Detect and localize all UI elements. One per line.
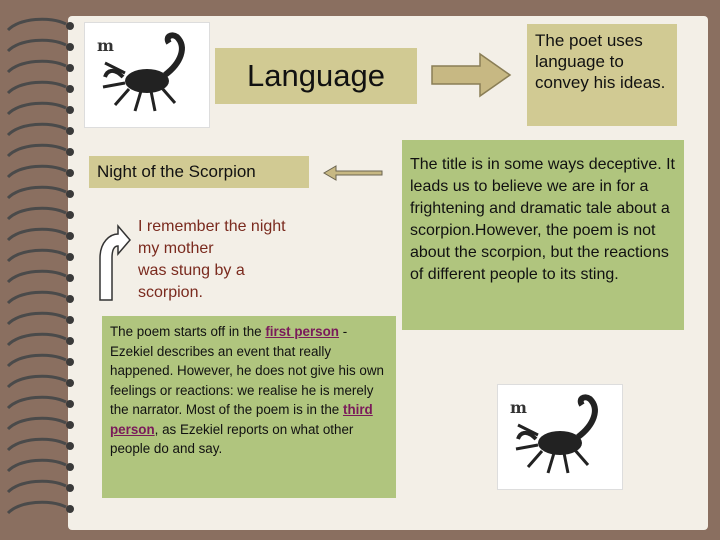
ring-hole — [66, 253, 74, 261]
ring-hole — [66, 43, 74, 51]
poem-title: Night of the Scorpion — [89, 156, 309, 188]
ring-hole — [66, 421, 74, 429]
analysis-text — [102, 316, 396, 498]
curved-up-arrow-icon — [96, 222, 132, 302]
ring-hole — [66, 85, 74, 93]
zodiac-glyph: m — [510, 398, 527, 417]
ring — [8, 313, 66, 324]
poem-line: was stung by a — [138, 262, 245, 279]
ring — [8, 397, 66, 408]
ring — [8, 334, 66, 345]
ring-hole — [66, 169, 74, 177]
ring-hole — [66, 400, 74, 408]
ring-hole — [66, 442, 74, 450]
poem-excerpt — [138, 216, 338, 304]
ring — [8, 166, 66, 177]
notebook-rings — [0, 0, 90, 540]
ring — [8, 145, 66, 156]
ring — [8, 502, 66, 513]
slide-title: Language — [215, 48, 417, 104]
ring-hole — [66, 232, 74, 240]
poem-line: I remember the night — [138, 218, 286, 235]
ring-hole — [66, 64, 74, 72]
ring-hole — [66, 148, 74, 156]
analysis-part: , as Ezekiel reports on what other people do and say. — [110, 421, 354, 456]
ring — [8, 124, 66, 135]
ring-hole — [66, 337, 74, 345]
zodiac-glyph: m — [97, 36, 114, 55]
ring — [8, 19, 66, 30]
ring-hole — [66, 463, 74, 471]
ring-hole — [66, 295, 74, 303]
scorpion-icon — [85, 23, 209, 127]
ring-hole — [66, 211, 74, 219]
ring-hole — [66, 505, 74, 513]
ring-hole — [66, 127, 74, 135]
ring — [8, 355, 66, 366]
ring-hole — [66, 316, 74, 324]
ring — [8, 61, 66, 72]
ring — [8, 103, 66, 114]
left-arrow-icon — [322, 164, 384, 182]
scorpion-image-top — [84, 22, 210, 128]
ring — [8, 187, 66, 198]
ring — [8, 229, 66, 240]
poet-note: The poet uses language to convey his ideas. — [527, 24, 677, 126]
first-person-link[interactable]: first person — [265, 324, 339, 339]
ring — [8, 82, 66, 93]
poem-line: my mother — [138, 240, 214, 257]
third-person-link[interactable]: third person — [110, 402, 373, 437]
title-comment: The title is in some ways deceptive. It leads us to believe we are in for a frightening and dramatic tale about a scorpion.However, the poem is not about the scorpion, but the reactions of different people to its sting. — [402, 140, 684, 330]
ring — [8, 271, 66, 282]
ring-hole — [66, 379, 74, 387]
ring — [8, 292, 66, 303]
ring-hole — [66, 106, 74, 114]
ring-hole — [66, 274, 74, 282]
ring — [8, 40, 66, 51]
analysis-part: The poem starts off in the — [110, 324, 266, 339]
poem-line: scorpion. — [138, 284, 203, 301]
ring-hole — [66, 358, 74, 366]
ring — [8, 250, 66, 261]
ring-hole — [66, 190, 74, 198]
ring — [8, 460, 66, 471]
ring — [8, 418, 66, 429]
scorpion-image-bottom — [497, 384, 623, 490]
ring — [8, 481, 66, 492]
ring — [8, 208, 66, 219]
ring — [8, 376, 66, 387]
ring-hole — [66, 22, 74, 30]
right-arrow-icon — [430, 52, 512, 98]
analysis-part: - Ezekiel describes an event that really happened. However, he does not give his own feelings or reactions: we realise he is merely the narrator. Most of the poem is in the — [110, 324, 384, 417]
ring-hole — [66, 484, 74, 492]
ring — [8, 439, 66, 450]
scorpion-icon — [498, 385, 622, 489]
